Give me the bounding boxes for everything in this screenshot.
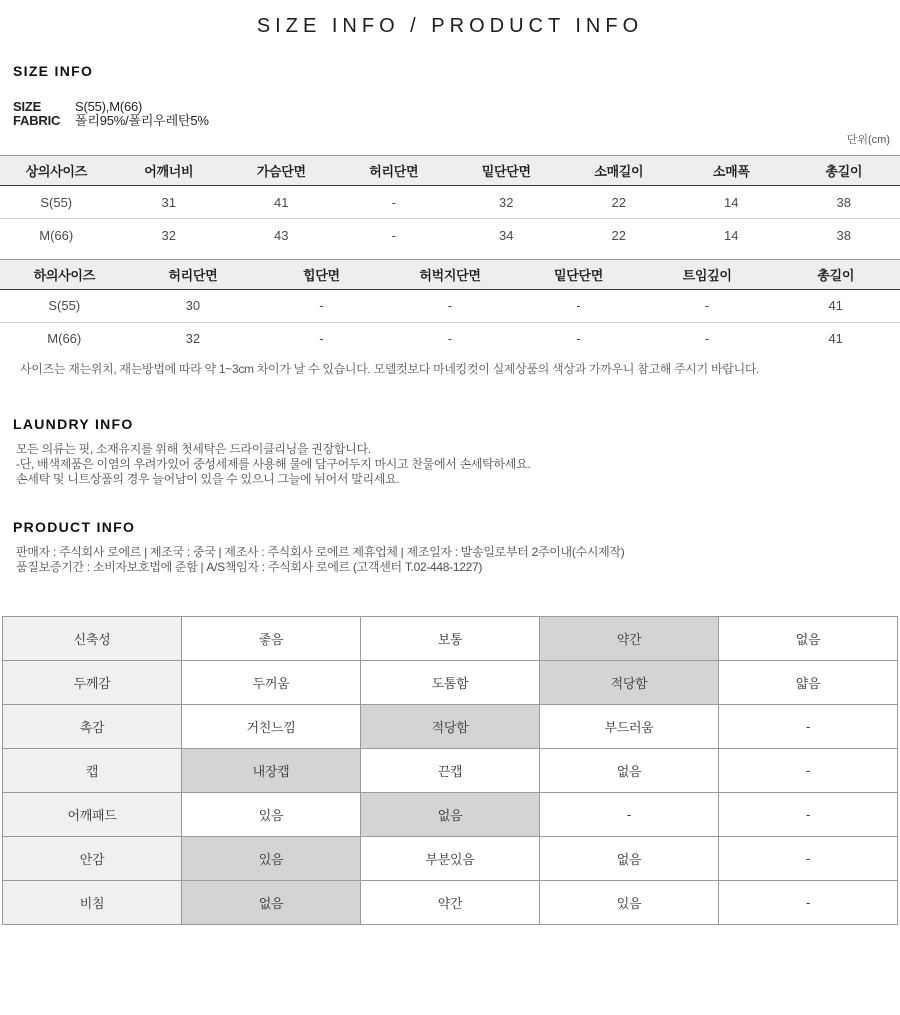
attribute-label-cell: 안감 xyxy=(3,837,182,881)
attribute-option-cell: 없음 xyxy=(719,617,898,661)
size-table-header-cell: 상의사이즈 xyxy=(0,156,113,186)
page-title: SIZE INFO / PRODUCT INFO xyxy=(0,15,900,38)
laundry-line: 손세탁 및 니트상품의 경우 늘어남이 있을 수 있으니 그늘에 뉘어서 말리세요. xyxy=(16,472,900,487)
attribute-option-cell: 있음 xyxy=(540,881,719,925)
size-table-cell: 41 xyxy=(225,186,338,219)
attribute-option-cell: - xyxy=(719,793,898,837)
size-table-cell: 22 xyxy=(563,186,676,219)
size-table-header-cell: 총길이 xyxy=(788,156,900,186)
attribute-option-cell: 도톰함 xyxy=(361,661,540,705)
attribute-row xyxy=(3,749,898,793)
attribute-option-cell: 있음 xyxy=(182,793,361,837)
attribute-option-cell-selected: 없음 xyxy=(361,793,540,837)
size-table-row xyxy=(0,322,900,355)
laundry-info-heading: LAUNDRY INFO xyxy=(0,416,900,432)
bottom-size-table xyxy=(0,259,900,356)
size-table-row xyxy=(0,186,900,219)
attribute-option-cell: 좋음 xyxy=(182,617,361,661)
size-table-row xyxy=(0,289,900,322)
size-meta-value: 폴리95%/폴리우레탄5% xyxy=(75,114,209,128)
size-table-cell: 41 xyxy=(771,289,900,322)
size-table-header-cell: 밑단단면 xyxy=(450,156,563,186)
size-table-cell: 43 xyxy=(225,219,338,252)
size-table-cell: 32 xyxy=(450,186,563,219)
size-table-header-cell: 총길이 xyxy=(771,259,900,289)
attribute-option-cell: 끈캡 xyxy=(361,749,540,793)
size-table-cell: 32 xyxy=(113,219,226,252)
laundry-line: -단, 배색제품은 이염의 우려가있어 중성세제를 사용해 물에 담구어두지 마시고 찬물에서 손세탁하세요. xyxy=(16,457,900,472)
size-table-cell: 22 xyxy=(563,219,676,252)
size-notes xyxy=(0,362,900,377)
size-table-row xyxy=(0,219,900,252)
size-table-header-cell: 소매폭 xyxy=(675,156,788,186)
size-table-cell: - xyxy=(257,289,386,322)
attribute-option-cell: 약간 xyxy=(361,881,540,925)
size-table-header-cell: 허리단면 xyxy=(129,259,258,289)
attribute-row xyxy=(3,705,898,749)
attribute-option-cell: 부드러움 xyxy=(540,705,719,749)
product-info-heading: PRODUCT INFO xyxy=(0,519,900,535)
attribute-option-cell-selected: 내장캡 xyxy=(182,749,361,793)
size-table-cell: 38 xyxy=(788,186,900,219)
size-table-header-cell: 힙단면 xyxy=(257,259,386,289)
attribute-option-cell-selected: 적당함 xyxy=(361,705,540,749)
size-table-cell: - xyxy=(338,186,451,219)
attribute-label-cell: 비침 xyxy=(3,881,182,925)
size-table-cell: - xyxy=(386,289,515,322)
size-table-header-cell: 소매길이 xyxy=(563,156,676,186)
size-table-cell: S(55) xyxy=(0,186,113,219)
attribute-label-cell: 어깨패드 xyxy=(3,793,182,837)
laundry-line: 모든 의류는 핏, 소재유지를 위해 첫세탁은 드라이클리닝을 권장합니다. xyxy=(16,442,900,457)
size-meta-value: S(55),M(66) xyxy=(75,100,142,114)
size-table-header-cell: 밑단단면 xyxy=(514,259,643,289)
attribute-label-cell: 캡 xyxy=(3,749,182,793)
size-table-cell: - xyxy=(257,322,386,355)
size-table-cell: 30 xyxy=(129,289,258,322)
size-table-cell: 38 xyxy=(788,219,900,252)
size-meta-label: SIZE xyxy=(13,100,75,114)
attribute-option-cell-selected: 약간 xyxy=(540,617,719,661)
attribute-option-cell: 보통 xyxy=(361,617,540,661)
size-table-cell: M(66) xyxy=(0,219,113,252)
attribute-label-cell: 두께감 xyxy=(3,661,182,705)
size-table-header-cell: 어깨너비 xyxy=(113,156,226,186)
size-table-header-cell: 허리단면 xyxy=(338,156,451,186)
size-table-header-cell: 가슴단면 xyxy=(225,156,338,186)
attribute-row xyxy=(3,881,898,925)
attribute-row xyxy=(3,661,898,705)
size-meta-label: FABRIC xyxy=(13,114,75,128)
attribute-label-cell: 촉감 xyxy=(3,705,182,749)
attribute-option-cell: 부분있음 xyxy=(361,837,540,881)
size-table-cell: - xyxy=(643,289,772,322)
top-size-table xyxy=(0,155,900,252)
product-info-text xyxy=(0,545,900,575)
size-table-cell: 34 xyxy=(450,219,563,252)
size-table-header-cell: 하의사이즈 xyxy=(0,259,129,289)
attribute-row xyxy=(3,837,898,881)
size-meta-row xyxy=(13,100,900,114)
product-line: 품질보증기간 : 소비자보호법에 준함 | A/S책임자 : 주식회사 로에르 (고객센터 T.02-448-1227) xyxy=(16,560,900,575)
size-meta-row xyxy=(13,114,900,128)
attribute-option-cell: 두꺼움 xyxy=(182,661,361,705)
attribute-option-cell: - xyxy=(719,881,898,925)
size-table-cell: - xyxy=(514,322,643,355)
size-note-line: 사이즈는 재는위치, 재는방법에 따라 약 1~3cm 차이가 날 수 있습니다. xyxy=(20,362,371,376)
attribute-option-cell: 거친느낌 xyxy=(182,705,361,749)
attribute-row xyxy=(3,617,898,661)
attribute-option-cell-selected: 있음 xyxy=(182,837,361,881)
laundry-info-text xyxy=(0,442,900,487)
size-meta xyxy=(0,100,900,128)
size-table-cell: S(55) xyxy=(0,289,129,322)
attribute-option-cell: - xyxy=(719,837,898,881)
unit-label: 단위(cm) xyxy=(0,131,900,147)
product-line: 판매자 : 주식회사 로에르 | 제조국 : 중국 | 제조사 : 주식회사 로에르 제휴업체 | 제조일자 : 발송일로부터 2주이내(수시제작) xyxy=(16,545,900,560)
size-table-cell: - xyxy=(643,322,772,355)
attribute-option-cell: 없음 xyxy=(540,837,719,881)
size-table-cell: 41 xyxy=(771,322,900,355)
size-table-header-cell: 트임깊이 xyxy=(643,259,772,289)
attribute-option-cell: 얇음 xyxy=(719,661,898,705)
size-note-line: 모델컷보다 마네킹컷이 실제상품의 색상과 가까우니 참고해 주시기 바랍니다. xyxy=(374,362,760,376)
size-table-cell: 14 xyxy=(675,219,788,252)
attribute-label-cell: 신축성 xyxy=(3,617,182,661)
size-table-cell: 31 xyxy=(113,186,226,219)
attribute-option-cell: - xyxy=(719,705,898,749)
attribute-option-cell: - xyxy=(719,749,898,793)
attributes-table xyxy=(2,616,898,925)
size-table-cell: - xyxy=(338,219,451,252)
attribute-option-cell: - xyxy=(540,793,719,837)
size-table-cell: 32 xyxy=(129,322,258,355)
size-table-cell: M(66) xyxy=(0,322,129,355)
attribute-option-cell: 없음 xyxy=(540,749,719,793)
size-table-cell: - xyxy=(514,289,643,322)
attribute-option-cell-selected: 적당함 xyxy=(540,661,719,705)
size-info-heading: SIZE INFO xyxy=(0,63,900,79)
attribute-row xyxy=(3,793,898,837)
attribute-option-cell-selected: 없음 xyxy=(182,881,361,925)
size-table-cell: 14 xyxy=(675,186,788,219)
size-table-cell: - xyxy=(386,322,515,355)
size-table-header-cell: 허벅지단면 xyxy=(386,259,515,289)
